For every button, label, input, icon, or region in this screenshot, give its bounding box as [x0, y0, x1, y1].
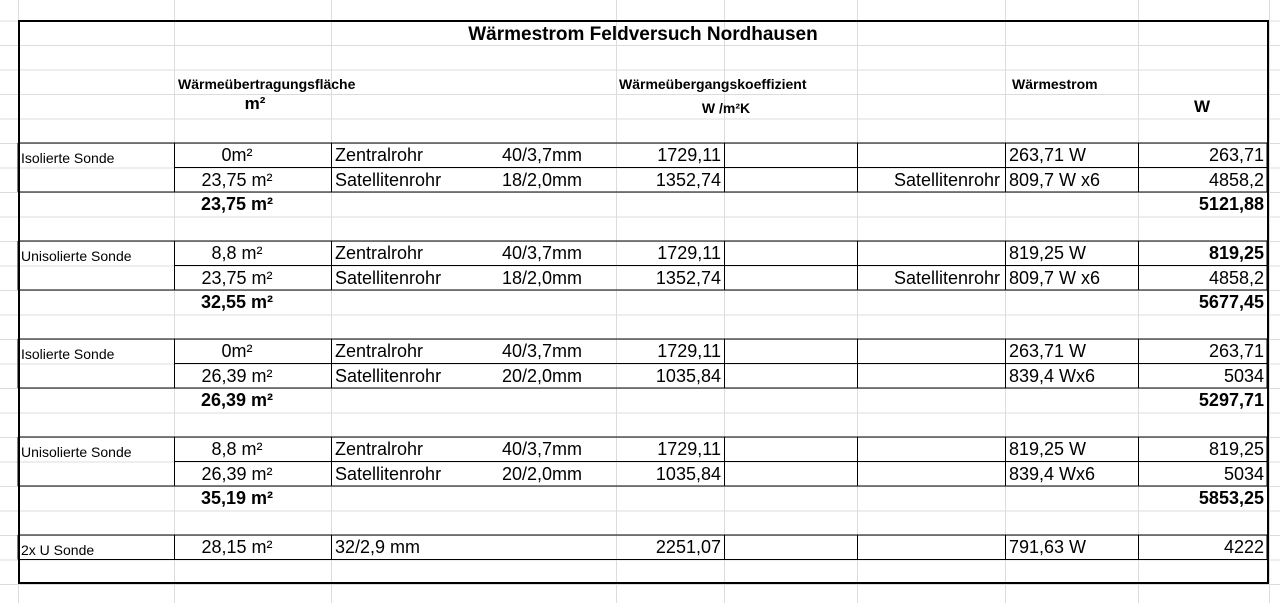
cell-flow[interactable]: 263,71 W [1009, 341, 1087, 361]
cell-flow[interactable]: 839,4 Wx6 [1009, 463, 1096, 484]
group-label[interactable]: Unisolierte Sonde [21, 248, 132, 264]
cell-coef[interactable]: 1729,11 [657, 439, 721, 459]
cell-total[interactable]: 4858,2 [1208, 169, 1264, 190]
cell-flow[interactable]: 791,63 W [1009, 537, 1087, 557]
sum-flow[interactable]: 5121,88 [1198, 194, 1264, 214]
sum-flow[interactable]: 5853,25 [1198, 488, 1264, 508]
group-label[interactable]: Isolierte Sonde [21, 150, 115, 166]
cell-flow[interactable]: 809,7 W x6 [1009, 169, 1101, 190]
cell-name[interactable]: Satellitenrohr [893, 169, 1000, 190]
cell-dim[interactable]: 40/3,7mm [501, 243, 582, 263]
header-flow-unit[interactable]: W [1194, 97, 1211, 116]
cell-total[interactable]: 4858,2 [1208, 267, 1264, 288]
cell-pipe[interactable]: Satellitenrohr [335, 463, 442, 484]
cell-area[interactable]: 0m² [221, 341, 253, 361]
cell-coef[interactable]: 1035,84 [655, 463, 721, 484]
header-area[interactable]: Wärmeübertragungsfläche [178, 76, 356, 92]
group-label[interactable]: 2x U Sonde [21, 542, 95, 558]
cell-dim[interactable]: 40/3,7mm [501, 145, 582, 165]
cell-dim[interactable]: 18/2,0mm [501, 169, 582, 190]
cell-coef[interactable]: 2251,07 [655, 537, 721, 557]
cell-pipe[interactable]: 32/2,9 mm [335, 537, 421, 557]
cell-area[interactable]: 8,8 m² [211, 439, 263, 459]
cell-dim[interactable]: 20/2,0mm [501, 365, 582, 386]
sum-area[interactable]: 32,55 m² [200, 292, 274, 312]
cell-flow[interactable]: 263,71 W [1009, 145, 1087, 165]
cell-area[interactable]: 8,8 m² [211, 243, 263, 263]
cell-pipe[interactable]: Zentralrohr [335, 243, 424, 263]
cell-dim[interactable]: 20/2,0mm [501, 463, 582, 484]
cell-pipe[interactable]: Satellitenrohr [335, 169, 442, 190]
cell-dim[interactable]: 18/2,0mm [501, 267, 582, 288]
sum-area[interactable]: 35,19 m² [200, 488, 274, 508]
cell-area[interactable]: 28,15 m² [201, 537, 273, 557]
header-coef[interactable]: Wärmeübergangskoeffizient [619, 76, 807, 92]
group-label[interactable]: Unisolierte Sonde [21, 444, 132, 460]
cell-total[interactable]: 5034 [1223, 365, 1264, 386]
cell-coef[interactable]: 1729,11 [657, 243, 721, 263]
cell-dim[interactable]: 40/3,7mm [501, 341, 582, 361]
cell-total[interactable]: 263,71 [1208, 145, 1264, 165]
cell-coef[interactable]: 1352,74 [655, 169, 721, 190]
cell-total[interactable]: 4222 [1223, 537, 1264, 557]
group-label[interactable]: Isolierte Sonde [21, 346, 115, 362]
cell-area[interactable]: 23,75 m² [201, 169, 273, 190]
sum-area[interactable]: 23,75 m² [200, 194, 274, 214]
cell-flow[interactable]: 809,7 W x6 [1009, 267, 1101, 288]
cell-coef[interactable]: 1729,11 [657, 341, 721, 361]
header-coef-unit[interactable]: W /m²K [701, 100, 751, 116]
cell-pipe[interactable]: Zentralrohr [335, 341, 424, 361]
cell-flow[interactable]: 819,25 W [1009, 243, 1087, 263]
header-area-unit[interactable]: m² [244, 94, 266, 113]
cell-coef[interactable]: 1035,84 [655, 365, 721, 386]
cell-pipe[interactable]: Satellitenrohr [335, 267, 442, 288]
cell-pipe[interactable]: Satellitenrohr [335, 365, 442, 386]
cell-name[interactable]: Satellitenrohr [893, 267, 1000, 288]
cell-total[interactable]: 263,71 [1208, 341, 1264, 361]
header-flow[interactable]: Wärmestrom [1012, 76, 1098, 92]
cell-area[interactable]: 23,75 m² [201, 267, 273, 288]
cell-dim[interactable]: 40/3,7mm [501, 439, 582, 459]
sum-flow[interactable]: 5677,45 [1198, 292, 1264, 312]
page-title[interactable]: Wärmestrom Feldversuch Nordhausen [468, 24, 818, 45]
cell-flow[interactable]: 819,25 W [1009, 439, 1087, 459]
cell-total[interactable]: 5034 [1223, 463, 1264, 484]
cell-area[interactable]: 26,39 m² [201, 463, 273, 484]
cell-total[interactable]: 819,25 [1208, 243, 1264, 263]
cell-area[interactable]: 0m² [221, 145, 253, 165]
cell-pipe[interactable]: Zentralrohr [335, 145, 424, 165]
cell-total[interactable]: 819,25 [1208, 439, 1264, 459]
sum-flow[interactable]: 5297,71 [1198, 390, 1264, 410]
cell-flow[interactable]: 839,4 Wx6 [1009, 365, 1096, 386]
cell-coef[interactable]: 1352,74 [655, 267, 721, 288]
cell-area[interactable]: 26,39 m² [201, 365, 273, 386]
sum-area[interactable]: 26,39 m² [200, 390, 274, 410]
cell-pipe[interactable]: Zentralrohr [335, 439, 424, 459]
cell-coef[interactable]: 1729,11 [657, 145, 721, 165]
